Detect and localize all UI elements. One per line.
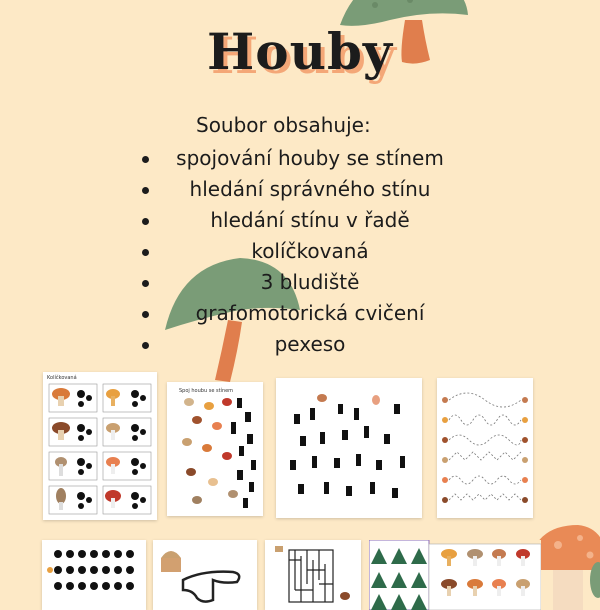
feature-item: spojování houby se stínem: [130, 144, 490, 175]
spoj-houbu-illustration: [167, 382, 263, 516]
thumbnail-caption: Kolíčkovaná: [47, 375, 77, 381]
preview-grafomotorika: [437, 378, 533, 518]
shadow-search-illustration: [276, 378, 422, 518]
page-title: Houby: [207, 22, 393, 81]
feature-item: kolíčkovaná: [130, 237, 490, 268]
feature-item: pexeso: [130, 330, 490, 361]
kolickovana-cards-illustration: [43, 372, 157, 520]
thumbnail-caption: Spoj houbu se stínem: [179, 388, 234, 394]
feature-item: hledání stínu v řadě: [130, 206, 490, 237]
preview-hledani-stinu: [276, 378, 422, 518]
features-list: [130, 144, 490, 361]
feature-item: hledání správného stínu: [130, 175, 490, 206]
feature-item: grafomotorická cvičení: [130, 299, 490, 330]
preview-spoj-houbu: [167, 382, 263, 516]
feature-item: 3 bludiště: [130, 268, 490, 299]
contents-intro: Soubor obsahuje:: [196, 113, 371, 137]
tracing-lines-illustration: [437, 378, 533, 518]
preview-kolickovana: [43, 372, 157, 520]
green-leaf-illustration: [590, 560, 600, 600]
